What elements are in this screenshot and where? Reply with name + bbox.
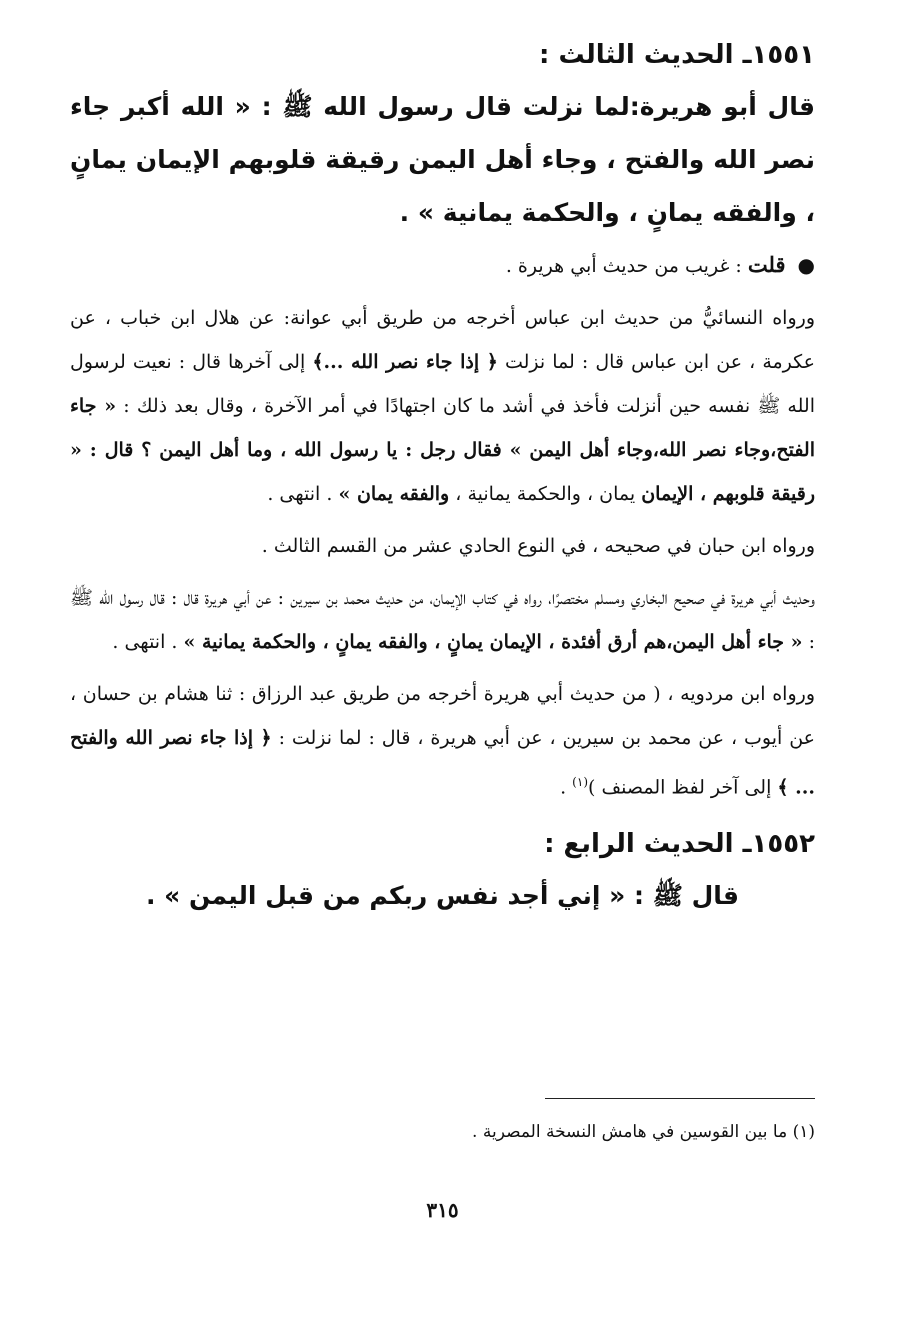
hadith-1551-heading: ١٥٥١ـ الحديث الثالث : xyxy=(539,40,815,70)
paragraph-mardawayh-end: . xyxy=(560,776,567,799)
paragraph-bukhari-end: . انتهى . xyxy=(112,631,178,653)
page-number: ٣١٥ xyxy=(426,1198,459,1222)
hadith-1552-heading: ١٥٥٢ـ الحديث الرابع : xyxy=(544,829,815,860)
hadith-quote: « جاء الفتح،وجاء نصر الله،وجاء أهل اليمن » فقال رجل : يا رسول الله ، وما أهل اليمن ؟ قال : « رقيقة قلوبهم ، الإيمان xyxy=(70,395,815,505)
qult-line xyxy=(70,243,815,288)
paragraph-nasai-end: . انتهى . xyxy=(267,483,333,505)
hadith-quote-bukhari: « جاء أهل اليمن،هم أرق أفئدة ، الإيمان يمانٍ ، والفقه يمانٍ ، والحكمة يمانية » xyxy=(183,631,803,653)
paragraph-ibn-mardawayh xyxy=(70,672,815,809)
paragraph-nasai-part-e: يمان ، والحكمة يمانية ، xyxy=(455,483,636,505)
quran-quote-2: ﴿ إذا جاء نصر الله والفتح ... ﴾ xyxy=(70,727,815,799)
quran-quote: ﴿ إذا جاء نصر الله ...﴾ xyxy=(312,351,498,373)
paragraph-nasai-part-c: إلى آخرها قال : نعيت لرسول الله ﷺ نفسه حين أنزلت فأخذ في أشد ما كان اجتهادًا في أمر الآخرة ، وقال بعد ذلك : xyxy=(70,351,815,417)
bullet-icon: ● xyxy=(797,253,815,277)
footnote-marker: (١) xyxy=(572,775,588,789)
footnote: (١) ما بين القوسين في هامش النسخة المصرية . xyxy=(472,1122,815,1142)
book-page xyxy=(70,30,815,1310)
paragraph-mardawayh-part-a: ورواه ابن مردويه ، ( من حديث أبي هريرة أخرجه من طريق عبد الرزاق : ثنا هشام بن حسان ، عن أيوب ، عن محمد بن سيرين ، عن أبي هريرة ، قال : لما نزلت : xyxy=(70,683,815,749)
paragraph-nasai xyxy=(70,296,815,516)
qult-label: قلت xyxy=(747,252,786,277)
hadith-1551-text: قال أبو هريرة:لما نزلت قال رسول الله ﷺ : « الله أكبر جاء نصر الله والفتح ، وجاء أهل اليمن رقيقة قلوبهم الإيمان يمانٍ ، والفقه يمانٍ ، والحكمة يمانية » . xyxy=(70,92,815,227)
hadith-1552-text: قال ﷺ : « إني أجد نفس ربكم من قبل اليمن » . xyxy=(145,881,740,911)
paragraph-nasai-part-a: ورواه النسائيُّ من حديث ابن عباس أخرجه من طريق أبي عوانة: عن هلال ابن خباب ، عن عكرمة ، عن ابن عباس قال : لما نزلت xyxy=(70,307,815,373)
paragraph-bukhari-part-a: وحديث أبي هريرة في صحيح البخاري ومسلم مختصرًا، رواه في كتاب الإيمان، من حديث محمد بن سيرين : عن أبي هريرة قال : قال رسول الله ﷺ : xyxy=(70,587,815,653)
paragraph-ibn-hibban: ورواه ابن حبان في صحيحه ، في النوع الحادي عشر من القسم الثالث . xyxy=(261,535,815,557)
paragraph-bukhari-muslim xyxy=(70,576,815,664)
footnote-divider xyxy=(545,1098,815,1099)
paragraph-mardawayh-part-c: إلى آخر لفظ المصنف ) xyxy=(588,776,772,799)
hadith-quote-end: والفقه يمان » xyxy=(338,483,450,505)
qult-text: : غريب من حديث أبي هريرة . xyxy=(505,255,742,277)
